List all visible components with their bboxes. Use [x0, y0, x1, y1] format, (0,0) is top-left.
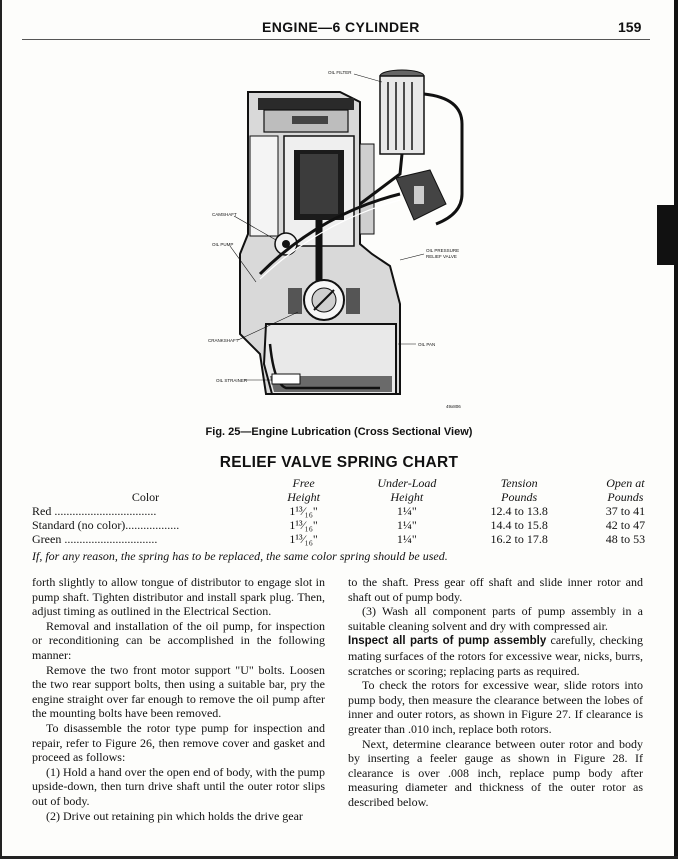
running-header: ENGINE—6 CYLINDER	[262, 19, 420, 35]
cell-load-height: 1¼"	[396, 504, 417, 518]
header-free: Free	[292, 476, 315, 490]
cell-tension: 12.4 to 13.8	[490, 504, 548, 518]
chart-note: If, for any reason, the spring has to be replaced, the same color spring should be used.	[32, 549, 448, 563]
table-row	[32, 504, 678, 518]
header-free-height: Height	[287, 490, 320, 504]
cell-color: Green ...............................	[32, 532, 158, 546]
cell-open-at: 48 to 53	[605, 532, 646, 546]
paragraph-text: carefully, checking mating surfaces of the rotors for excessive wear, nicks, burrs, scratches or scoring; replacing parts as required.	[348, 633, 643, 678]
callout-camshaft: CAMSHAFT	[212, 212, 237, 217]
cell-color: Red ..................................	[32, 504, 157, 518]
header-color: Color	[131, 490, 160, 504]
cell-open-at: 42 to 47	[605, 518, 646, 532]
paragraph: Removal and installation of the oil pump, for inspection or reconditioning can be accomplished in the following manner:	[32, 618, 325, 662]
paragraph: To check the rotors for excessive wear, slide rotors into pump body, then measure the clearance between the lobes of inner and outer rotors, as shown in Figure 27. If clearance is greater than .010 inch, replace both rotors.	[348, 678, 643, 736]
body-column-left	[32, 575, 325, 823]
body-column-right	[348, 575, 643, 810]
table-row	[32, 532, 678, 546]
header-rule	[22, 39, 650, 40]
cell-free-height: 1¹³⁄₁₆"	[289, 518, 318, 532]
paragraph: Remove the two front motor support "U" bolts. Loosen the two rear support bolts, then using a suitable bar, pry the engine straight over far enough to remove the oil pump after the mounting bolts have been removed.	[32, 662, 325, 721]
callout-oil-strainer: OIL STRAINER	[216, 378, 248, 383]
cell-color: Standard (no color)..................	[32, 518, 180, 532]
paragraph: Next, determine clearance between outer rotor and body by inserting a feeler gauge as shown in Figure 28. If clearance is over .008 inch, replace pump body after measuring diameter and thickness of the outer rotor as described below.	[348, 736, 643, 809]
table-header-row-2	[32, 490, 678, 504]
callout-relief-valve-2: RELIEF VALVE	[426, 254, 457, 259]
header-under-load: Under-Load	[377, 476, 437, 490]
paragraph: (2) Drive out retaining pin which holds the drive gear	[46, 808, 303, 823]
bold-heading-run: Inspect all parts of pump assembly	[348, 635, 547, 648]
figure-caption: Fig. 25—Engine Lubrication (Cross Sectional View)	[205, 426, 473, 438]
header-open-pounds: Pounds	[607, 490, 644, 504]
paragraph: (1) Hold a hand over the open end of body, with the pump upside-down, then turn drive shaft until the outer rotor slips out of body.	[32, 764, 325, 808]
callout-oil-filter: OIL FILTER	[328, 70, 352, 75]
table-row	[32, 518, 678, 532]
section-thumb-tab	[657, 205, 674, 265]
cell-tension: 14.4 to 15.8	[490, 518, 548, 532]
cell-open-at: 37 to 41	[605, 504, 646, 518]
paragraph: (3) Wash all component parts of pump assembly in a suitable cleaning solvent and dry with compressed air.	[348, 604, 643, 633]
callout-oil-pump: OIL PUMP	[212, 242, 234, 247]
header-tension: Tension	[500, 476, 538, 490]
header-tension-pounds: Pounds	[501, 490, 538, 504]
paragraph: forth slightly to allow tongue of distributor to engage slot in pump shaft. Tighten distributor and install spark plug. Then, adjust timing as outlined in the Electrical Section.	[32, 575, 325, 619]
cell-free-height: 1¹³⁄₁₆"	[289, 504, 318, 518]
table-header-row-1	[32, 476, 678, 490]
relief-valve-spring-table	[32, 476, 678, 546]
callout-relief-valve-1: OIL PRESSURE	[426, 248, 460, 253]
callout-crankshaft: CRANKSHAFT	[208, 338, 239, 343]
cell-load-height: 1¼"	[396, 518, 417, 532]
header-open-at: Open at	[606, 476, 645, 490]
cell-free-height: 1¹³⁄₁₆"	[289, 532, 318, 546]
paragraph: To disassemble the rotor type pump for inspection and repair, refer to Figure 26, then remove cover and gasket and proceed as follows:	[32, 720, 325, 765]
engine-lubrication-illustration	[200, 54, 500, 414]
callout-oil-pan: OIL PAN	[418, 342, 436, 347]
paragraph	[348, 633, 643, 678]
paragraph: to the shaft. Press gear off shaft and slide inner rotor and shaft out of pump body.	[348, 575, 643, 604]
chart-title: RELIEF VALVE SPRING CHART	[219, 454, 459, 471]
header-under-load-height: Height	[390, 490, 424, 504]
cell-load-height: 1¼"	[396, 532, 417, 546]
page-number: 159	[618, 19, 642, 35]
figure-number: 49x806	[446, 404, 461, 409]
cell-tension: 16.2 to 17.8	[490, 532, 548, 546]
